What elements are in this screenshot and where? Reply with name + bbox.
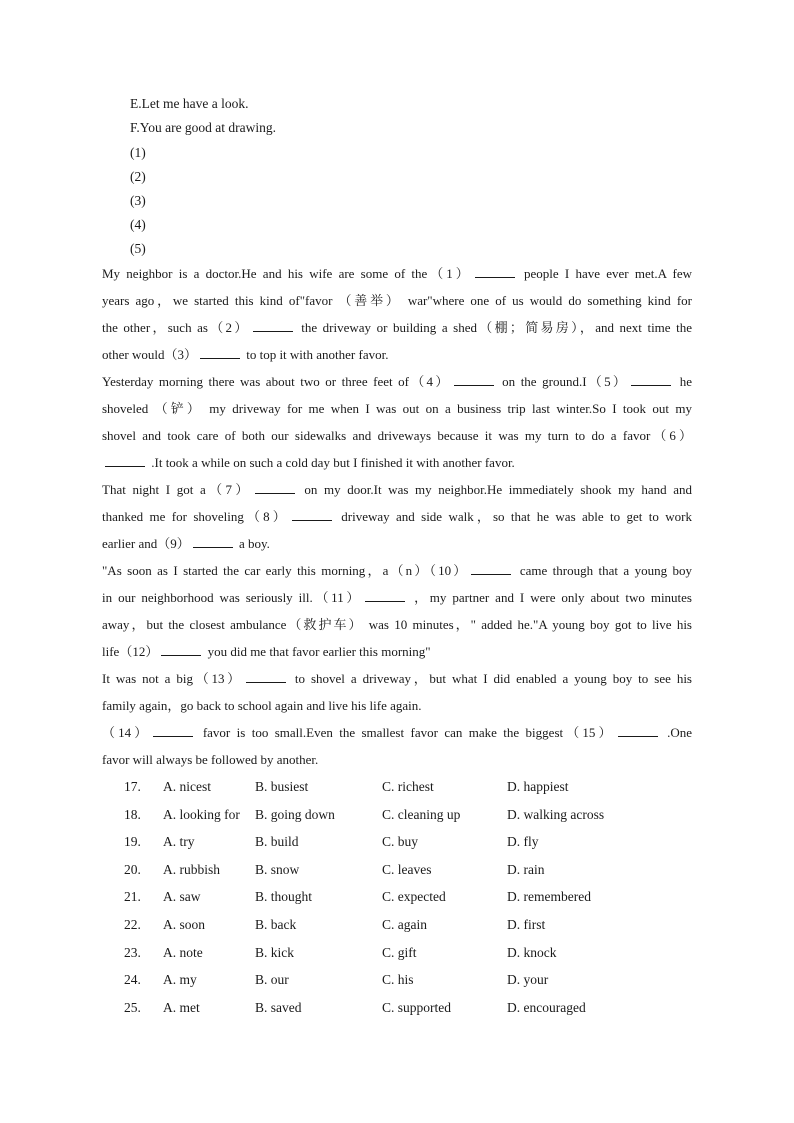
option-d[interactable]: D. your	[507, 972, 549, 988]
option-a[interactable]: A. nicest	[163, 779, 211, 794]
option-b[interactable]: B. back	[255, 916, 297, 932]
option-a[interactable]: A. rubbish	[163, 861, 220, 877]
option-d[interactable]: D. knock	[507, 944, 557, 960]
passage-line	[102, 314, 692, 341]
answer-blank[interactable]	[292, 519, 332, 521]
passage-text: on the ground.I（5）	[496, 374, 629, 389]
question-number: 20.	[124, 861, 141, 877]
passage-text: a boy.	[235, 536, 270, 551]
option-d[interactable]: D. happiest	[507, 779, 569, 794]
option-c[interactable]: C. gift	[382, 944, 417, 960]
passage-text: the driveway or building a shed（棚；简易房），and next time the	[295, 320, 692, 335]
option-d[interactable]: D. first	[507, 916, 546, 932]
passage-text: he	[674, 374, 692, 389]
answer-blank[interactable]	[153, 735, 193, 737]
answer-blank[interactable]	[631, 384, 671, 386]
question-number: 25.	[124, 999, 141, 1015]
option-b[interactable]: B. going down	[255, 806, 335, 822]
passage-line	[102, 611, 692, 638]
dialogue-option-f: F.You are good at drawing.	[130, 120, 277, 135]
answer-blank[interactable]	[161, 654, 201, 656]
option-b[interactable]: B. thought	[255, 889, 313, 905]
passage-text: life（12）	[102, 644, 159, 659]
answer-blank[interactable]	[475, 276, 515, 278]
question-number: 22.	[124, 916, 141, 932]
option-c[interactable]: C. supported	[382, 999, 451, 1015]
passage-text: in our neighborhood was seriously ill.（11）	[102, 590, 363, 605]
option-d[interactable]: D. walking across	[507, 806, 605, 822]
passage-text: （14）	[102, 725, 151, 740]
question-row	[124, 994, 664, 1022]
passage-text: "As soon as I started the car early this morning，a（n）（10）	[102, 563, 469, 578]
answer-blank[interactable]	[365, 600, 405, 602]
option-d[interactable]: D. fly	[507, 834, 539, 850]
question-row	[124, 966, 664, 994]
answer-blank[interactable]	[253, 330, 293, 332]
answer-slot-3: (3)	[130, 193, 146, 208]
option-a[interactable]: A. try	[163, 834, 195, 850]
passage-line	[102, 746, 692, 773]
passage-text: you did me that favor earlier this morning"	[204, 644, 431, 659]
passage-line	[102, 665, 692, 692]
passage-line	[102, 557, 692, 584]
answer-slot-2: (2)	[130, 169, 146, 184]
dialogue-option-e: E.Let me have a look.	[130, 96, 249, 111]
option-a[interactable]: A. my	[163, 972, 197, 988]
passage-line	[102, 503, 692, 530]
option-b[interactable]: B. our	[255, 972, 289, 988]
option-a[interactable]: A. soon	[163, 916, 206, 932]
option-c[interactable]: C. richest	[382, 779, 434, 794]
option-b[interactable]: B. kick	[255, 944, 294, 960]
passage-line	[102, 530, 692, 557]
passage-text: family again，go back to school again and live his life again.	[102, 698, 422, 713]
passage-line	[102, 719, 692, 746]
option-b[interactable]: B. busiest	[255, 779, 309, 794]
passage-text: Yesterday morning there was about two or three feet of（4）	[102, 374, 451, 389]
passage-text: It was not a big（13）	[102, 671, 243, 686]
answer-blank[interactable]	[105, 465, 145, 467]
option-c[interactable]: C. leaves	[382, 861, 432, 877]
passage-line	[102, 287, 692, 314]
passage-text: on my door.It was my neighbor.He immediately shook my hand and	[297, 482, 692, 497]
passage-text: other would（3）	[102, 347, 197, 362]
cloze-passage	[102, 260, 692, 773]
answer-blank[interactable]	[193, 546, 233, 548]
option-c[interactable]: C. buy	[382, 834, 419, 850]
option-d[interactable]: D. rain	[507, 861, 545, 877]
question-number: 18.	[124, 806, 141, 822]
answer-slot-1: (1)	[130, 145, 146, 160]
question-number: 21.	[124, 889, 141, 905]
option-d[interactable]: D. encouraged	[507, 999, 586, 1015]
option-c[interactable]: C. cleaning up	[382, 806, 461, 822]
question-number: 17.	[124, 779, 141, 794]
passage-line	[102, 692, 692, 719]
option-a[interactable]: A. saw	[163, 889, 201, 905]
option-a[interactable]: A. met	[163, 999, 200, 1015]
answer-blank[interactable]	[618, 735, 658, 737]
question-row	[124, 883, 664, 911]
question-row	[124, 828, 664, 856]
question-row	[124, 911, 664, 939]
question-number: 23.	[124, 944, 141, 960]
question-row	[124, 939, 664, 967]
question-row	[124, 856, 664, 884]
passage-line	[102, 449, 692, 476]
passage-text: the other，such as（2）	[102, 320, 250, 335]
option-c[interactable]: C. expected	[382, 889, 446, 905]
passage-line	[102, 422, 692, 449]
passage-line	[102, 368, 692, 395]
option-b[interactable]: B. build	[255, 834, 299, 850]
answer-blank[interactable]	[246, 681, 286, 683]
passage-text: away，but the closest ambulance（救护车） was 10 minutes，" added he."A young boy got to live his	[102, 617, 692, 632]
answer-blank[interactable]	[471, 573, 511, 575]
answer-blank[interactable]	[255, 492, 295, 494]
passage-text: .One	[660, 725, 692, 740]
passage-text: came through that a young boy	[514, 563, 692, 578]
passage-line	[102, 260, 692, 287]
passage-text: .It took a while on such a cold day but I finished it with another favor.	[148, 455, 515, 470]
answer-slot-4: (4)	[130, 217, 146, 232]
question-number: 24.	[124, 972, 141, 988]
answer-blank[interactable]	[454, 384, 494, 386]
multiple-choice-list	[124, 773, 664, 1021]
answer-slot-5: (5)	[130, 241, 146, 256]
passage-text: people I have ever met.A few	[517, 266, 692, 281]
passage-text: My neighbor is a doctor.He and his wife are some of the（1）	[102, 266, 472, 281]
passage-text: favor is too small.Even the smallest favor can make the biggest（15）	[196, 725, 615, 740]
question-number: 19.	[124, 834, 141, 850]
passage-text: That night I got a（7）	[102, 482, 252, 497]
passage-text: thanked me for shoveling（8）	[102, 509, 289, 524]
passage-text: favor will always be followed by another.	[102, 752, 319, 767]
passage-line	[102, 584, 692, 611]
question-row	[124, 801, 664, 829]
option-c[interactable]: C. again	[382, 916, 427, 932]
option-a[interactable]: A. note	[163, 944, 203, 960]
passage-text: shovel and took care of both our sidewalks and driveways because it was my turn to do a favor（6）	[102, 428, 692, 443]
passage-line	[102, 476, 692, 503]
option-b[interactable]: B. snow	[255, 861, 300, 877]
passage-text: earlier and（9）	[102, 536, 190, 551]
passage-line	[102, 341, 692, 368]
passage-text: to shovel a driveway，but what I did enabled a young boy to see his	[288, 671, 692, 686]
passage-text: to top it with another favor.	[242, 347, 389, 362]
option-a[interactable]: A. looking for	[163, 806, 240, 822]
passage-text: years ago，we started this kind of"favor （善举） war"where one of us would do something kind for	[102, 293, 692, 308]
option-d[interactable]: D. remembered	[507, 889, 591, 905]
option-c[interactable]: C. his	[382, 972, 414, 988]
passage-line	[102, 638, 692, 665]
answer-blank[interactable]	[200, 357, 240, 359]
option-b[interactable]: B. saved	[255, 999, 302, 1015]
passage-line	[102, 395, 692, 422]
question-row	[124, 773, 664, 801]
passage-text: ，my partner and I were only about two minutes	[408, 590, 692, 605]
passage-text: shoveled （铲） my driveway for me when I was out on a business trip last winter.So I took out my	[102, 401, 692, 416]
passage-text: driveway and side walk，so that he was able to get to work	[334, 509, 692, 524]
